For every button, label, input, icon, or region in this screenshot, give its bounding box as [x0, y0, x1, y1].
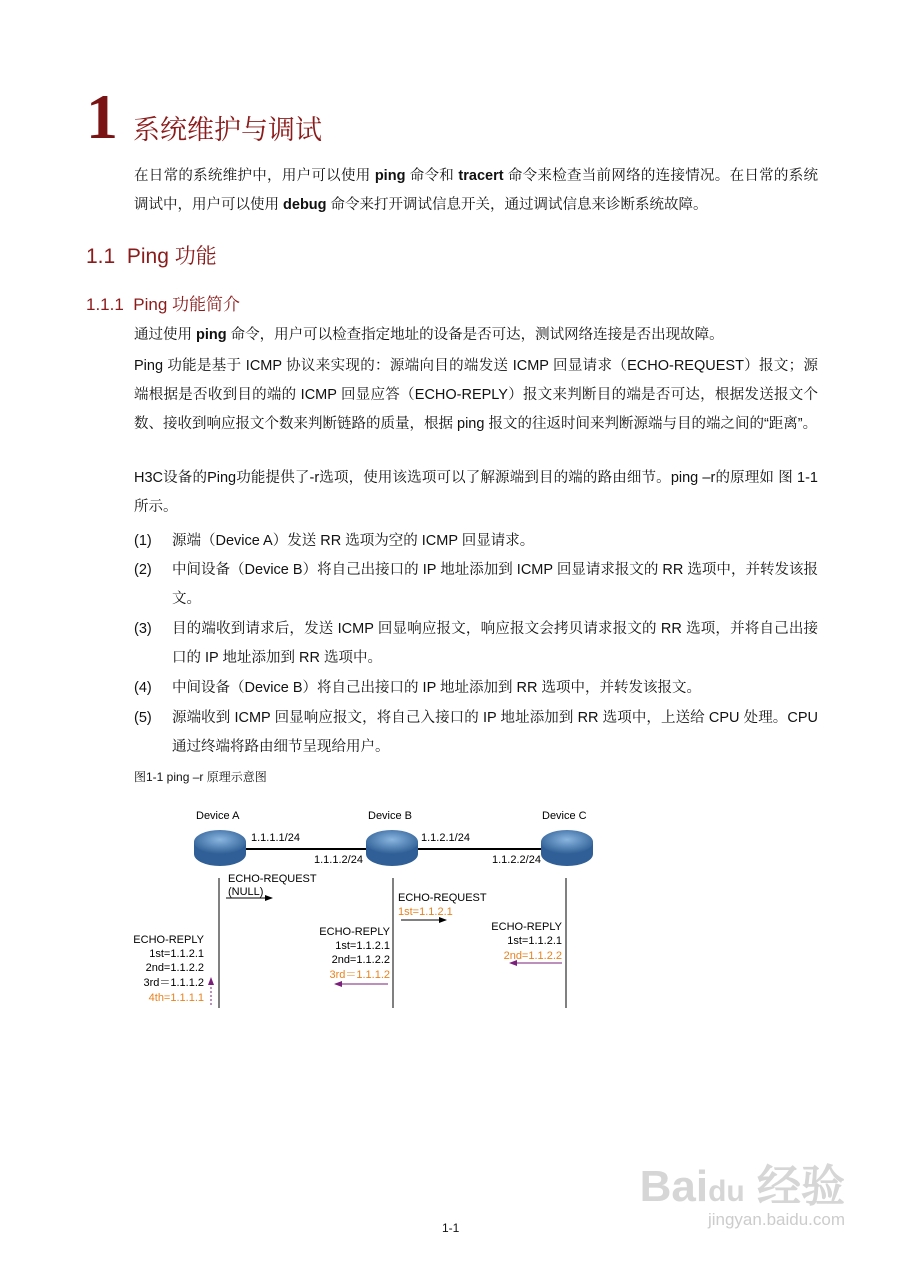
text-segment: 命令来检查当前网络的连接情况。在日常的系统调试中，用户可以使用 — [134, 168, 818, 213]
msg-label: 2nd=1.1.2.2 — [331, 954, 390, 966]
list-text: 中间设备（Device B）将自己出接口的 IP 地址添加到 ICMP 回显请求报文的 RR 选项中，并转发该报文。 — [172, 562, 818, 607]
text-segment: 通过使用 — [134, 327, 197, 343]
command-name: ping — [196, 327, 227, 343]
router-icon — [366, 830, 418, 866]
list-item — [134, 527, 818, 556]
watermark-url: jingyan.baidu.com — [707, 1210, 845, 1229]
list-text: 中间设备（Device B）将自己出接口的 IP 地址添加到 RR 选项中，并转发该报文。 — [172, 680, 702, 696]
device-label: Device B — [368, 810, 413, 822]
list-item — [134, 615, 818, 673]
command-name: debug — [283, 197, 327, 213]
list-number: (4) — [134, 680, 152, 696]
msg-label: 3rd＝1.1.1.2 — [329, 969, 390, 981]
text-segment: 命令，用户可以检查指定地址的设备是否可达，测试网络连接是否出现故障。 — [226, 327, 724, 343]
msg-label: ECHO-REPLY — [133, 934, 204, 946]
text-segment: 命令和 — [405, 168, 459, 184]
msg-label: ECHO-REQUEST — [228, 873, 317, 885]
subsection-heading — [86, 290, 240, 315]
router-icon — [194, 830, 246, 866]
command-name: tracert — [458, 168, 504, 184]
text-segment: 在日常的系统维护中，用户可以使用 — [134, 168, 375, 184]
msg-label: 3rd＝1.1.1.2 — [143, 977, 204, 989]
msg-label: 1st=1.1.2.1 — [335, 940, 390, 952]
watermark-logo: Baidu 经验 — [639, 1162, 845, 1211]
list-text: 源端收到 ICMP 回显响应报文，将自己入接口的 IP 地址添加到 RR 选项中，上送给 CPU 处理。CPU 通过终端将路由细节呈现给用户。 — [172, 710, 818, 755]
section-number: 1.1 — [86, 245, 116, 268]
ping-r-diagram — [130, 800, 600, 1012]
list-text: 目的端收到请求后，发送 ICMP 回显响应报文，响应报文会拷贝请求报文的 RR 选项，并将自己出接口的 IP 地址添加到 RR 选项中。 — [172, 621, 818, 666]
ip-label: 1.1.1.1/24 — [251, 832, 300, 844]
chapter-number: 1 — [86, 81, 118, 152]
list-item — [134, 704, 818, 762]
device-label: Device C — [542, 810, 587, 822]
list-number: (2) — [134, 562, 152, 578]
page-number: 1-1 — [442, 1221, 460, 1235]
section-heading — [86, 240, 217, 270]
intro-paragraph — [134, 162, 818, 220]
list-item — [134, 674, 818, 703]
router-icon — [541, 830, 593, 866]
msg-label: ECHO-REPLY — [319, 926, 390, 938]
msg-label: (NULL) — [228, 886, 264, 898]
list-item — [134, 556, 818, 614]
list-number: (1) — [134, 533, 152, 549]
command-name: ping — [374, 168, 406, 184]
device-label: Device A — [196, 810, 240, 822]
msg-label: 2nd=1.1.2.2 — [145, 962, 204, 974]
msg-label: 4th=1.1.1.1 — [148, 992, 204, 1004]
ip-label: 1.1.1.2/24 — [314, 854, 363, 866]
list-number: (5) — [134, 710, 152, 726]
ip-label: 1.1.2.2/24 — [492, 854, 541, 866]
paragraph-3: H3C设备的Ping功能提供了-r选项，使用该选项可以了解源端到目的端的路由细节。ping –r的原理如 图 1-1所示。 — [134, 470, 818, 515]
figure-caption: 图1-1 ping –r 原理示意图 — [134, 770, 267, 784]
msg-label: 1st=1.1.2.1 — [149, 948, 204, 960]
list-text: 源端（Device A）发送 RR 选项为空的 ICMP 回显请求。 — [172, 533, 535, 549]
msg-label: 2nd=1.1.2.2 — [503, 950, 562, 962]
msg-label: ECHO-REQUEST — [398, 892, 487, 904]
paragraph-2: Ping 功能是基于 ICMP 协议来实现的：源端向目的端发送 ICMP 回显请求（ECHO-REQUEST）报文；源端根据是否收到目的端的 ICMP 回显应答（ECHO-REPLY）报文来判断目的端是否可达，根据发送报文个数、接收到响应报文个数来判断链路的质量，根据 ping 报文的往返时间来判断源端与目的端之间的“距离”。 — [134, 358, 818, 432]
msg-label: 1st=1.1.2.1 — [507, 935, 562, 947]
section-title: Ping 功能 — [126, 245, 217, 268]
subsection-number: 1.1.1 — [86, 295, 124, 314]
msg-label: ECHO-REPLY — [491, 921, 562, 933]
chapter-title: 系统维护与调试 — [133, 115, 322, 145]
paragraph-1 — [134, 321, 818, 350]
text-segment: 命令来打开调试信息开关，通过调试信息来诊断系统故障。 — [326, 197, 708, 213]
ip-label: 1.1.2.1/24 — [421, 832, 470, 844]
subsection-title: Ping 功能简介 — [133, 295, 241, 314]
msg-label: 1st=1.1.2.1 — [398, 906, 453, 918]
list-number: (3) — [134, 621, 152, 637]
